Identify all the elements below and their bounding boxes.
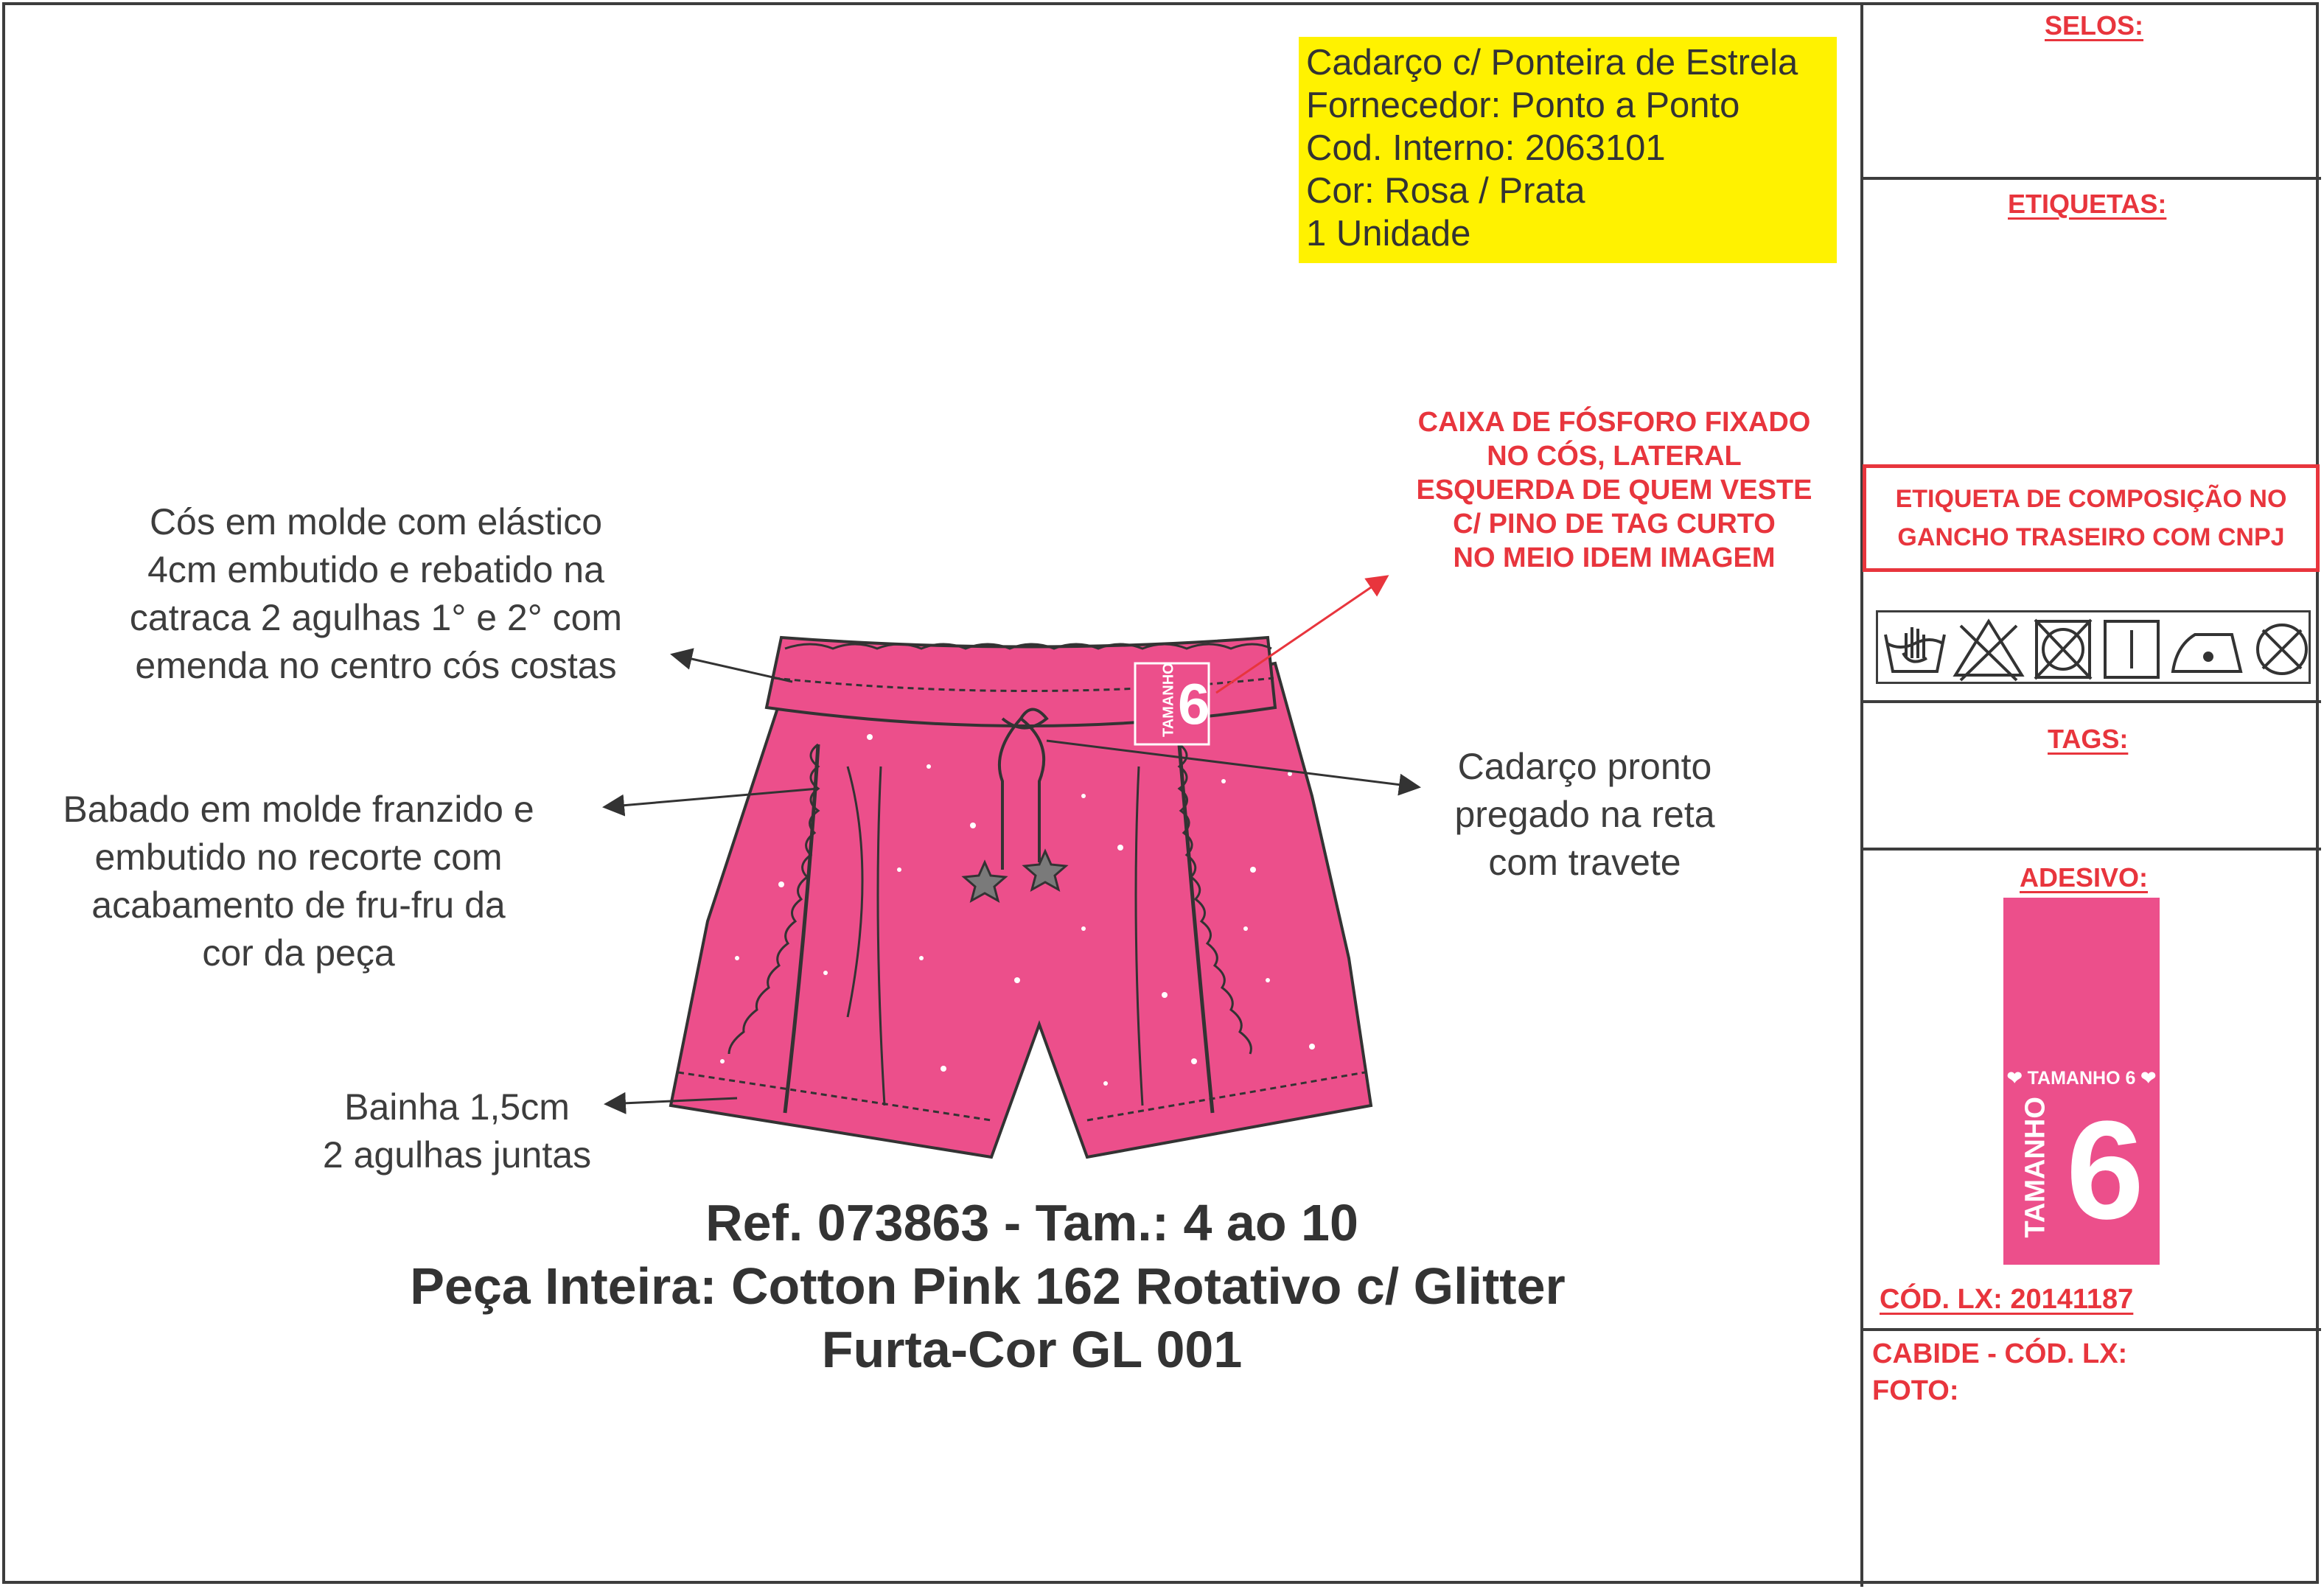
callout-line: catraca 2 agulhas 1° e 2° com	[129, 597, 623, 638]
etiquetas-heading: ETIQUETAS:	[2008, 189, 2167, 219]
material-line: Cor: Rosa / Prata	[1306, 171, 1585, 211]
cod-lx-text: CÓD. LX: 20141187	[1880, 1284, 2134, 1315]
note-line: NO CÓS, LATERAL	[1487, 441, 1742, 472]
adesivo-heading: ADESIVO:	[2020, 862, 2149, 893]
sticker-side-word: TAMANHO	[2020, 1097, 2051, 1238]
callout-line: com travete	[1488, 842, 1681, 883]
note-line: CAIXA DE FÓSFORO FIXADO	[1417, 407, 1811, 438]
garment-tag-word: TAMANHO	[1160, 663, 1177, 737]
callout-line: acabamento de fru-fru da	[91, 884, 506, 926]
composition-line: ETIQUETA DE COMPOSIÇÃO NO	[1895, 485, 2287, 513]
callout-line: pregado na reta	[1454, 794, 1715, 835]
sticker-top-text: ❤ TAMANHO 6 ❤	[2006, 1068, 2157, 1089]
tags-heading: TAGS:	[2048, 724, 2129, 754]
shorts-illustration	[671, 638, 1371, 1157]
callout-line: 2 agulhas juntas	[322, 1134, 592, 1176]
color-title: Furta-Cor GL 001	[821, 1321, 1243, 1378]
callout-line: cor da peça	[202, 932, 395, 974]
callout-line: emenda no centro cós costas	[135, 645, 617, 686]
note-line: C/ PINO DE TAG CURTO	[1453, 509, 1776, 539]
callout-line: Cós em molde com elástico	[149, 501, 603, 542]
material-line: 1 Unidade	[1306, 214, 1471, 254]
note-line: ESQUERDA DE QUEM VESTE	[1416, 475, 1812, 506]
callout-line: 4cm embutido e rebatido na	[147, 549, 604, 590]
composition-line: GANCHO TRASEIRO COM CNPJ	[1897, 523, 2285, 551]
callout-line: Cadarço pronto	[1457, 746, 1712, 787]
material-line: Cadarço c/ Ponteira de Estrela	[1306, 43, 1798, 83]
selos-heading: SELOS:	[2045, 10, 2144, 41]
cabide-label: CABIDE - CÓD. LX:	[1872, 1338, 2128, 1369]
fabric-title: Peça Inteira: Cotton Pink 162 Rotativo c/ Glitter	[410, 1257, 1566, 1315]
sticker-number: 6	[2066, 1092, 2144, 1248]
callout-line: Bainha 1,5cm	[344, 1086, 570, 1128]
foto-label: FOTO:	[1872, 1375, 1959, 1406]
shorts-body	[671, 663, 1371, 1157]
material-line: Cod. Interno: 2063101	[1306, 128, 1666, 168]
material-line: Fornecedor: Ponto a Ponto	[1306, 85, 1740, 125]
callout-line: embutido no recorte com	[94, 837, 503, 878]
callout-line: Babado em molde franzido e	[63, 789, 534, 830]
note-arrow	[1216, 576, 1387, 693]
garment-tag-number: 6	[1178, 671, 1210, 736]
note-line: NO MEIO IDEM IMAGEM	[1453, 542, 1776, 573]
reference-title: Ref. 073863 - Tam.: 4 ao 10	[705, 1194, 1358, 1251]
